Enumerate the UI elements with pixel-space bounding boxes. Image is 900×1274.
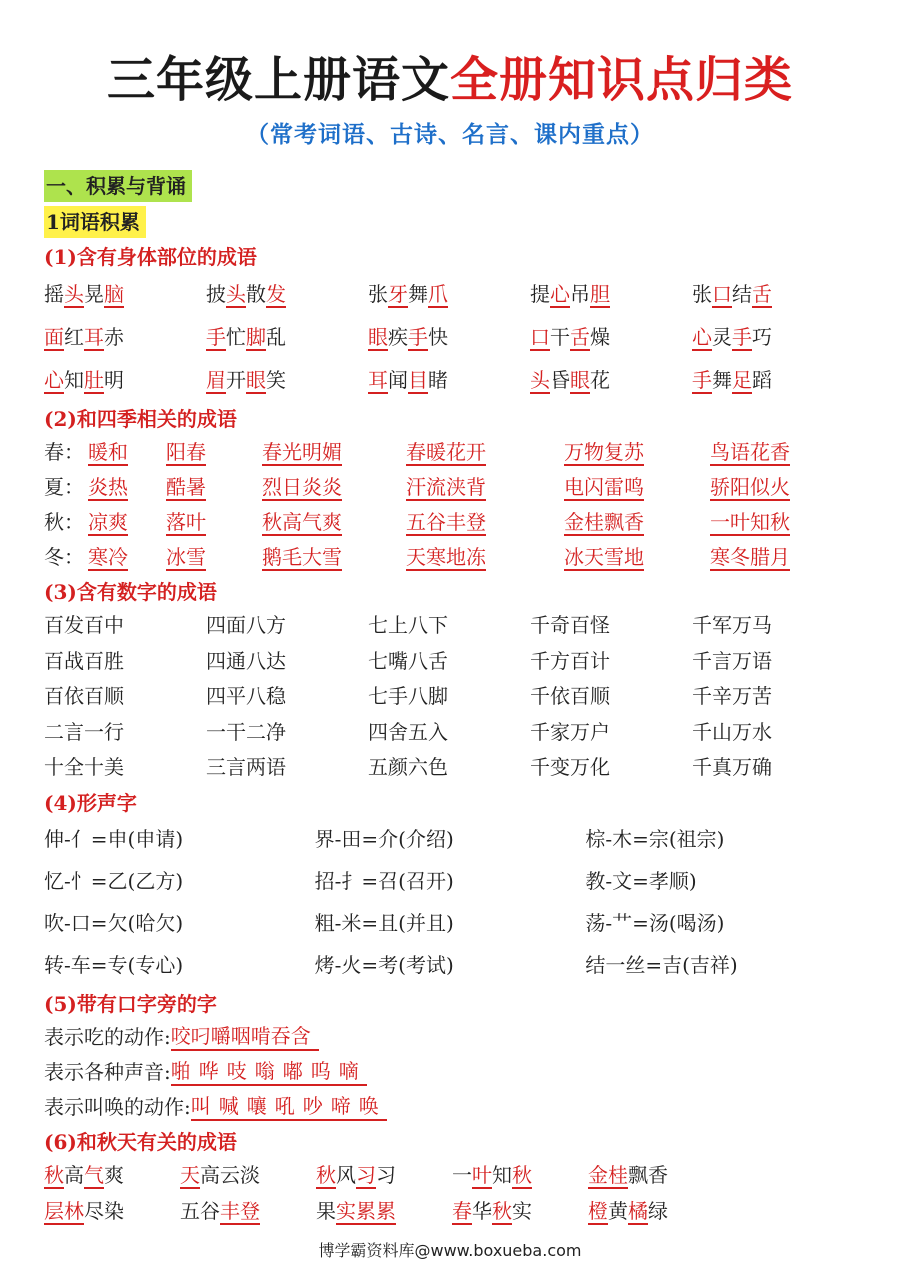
highlight-char: 胆	[590, 282, 610, 306]
phono-semantic-entry: 粗-米=且(并且)	[314, 911, 454, 935]
plain-char: 尽染	[84, 1199, 124, 1223]
highlight-char: 心	[692, 325, 712, 349]
highlight-char: 天	[180, 1163, 200, 1187]
plain-char: 爽	[104, 1163, 124, 1187]
plain-char: 忙	[226, 325, 246, 349]
highlight-char: 秋	[512, 1163, 532, 1187]
list-row	[44, 817, 856, 859]
radical-char: 吱	[226, 1058, 247, 1083]
autumn-idiom	[452, 1195, 588, 1224]
radical-label: 表示吃的动作:	[44, 1024, 171, 1049]
plain-char: 舞	[408, 282, 428, 306]
highlight-char: 牙	[388, 282, 408, 306]
highlight-char: 发	[266, 282, 286, 306]
highlight-char: 面	[44, 325, 64, 349]
plain-char: 吊	[570, 282, 590, 306]
plain-char: 果	[316, 1199, 336, 1223]
highlight-char: 金桂	[588, 1163, 628, 1187]
radical-char: 啼	[330, 1093, 351, 1118]
season-idiom: 烈日炎炎	[262, 475, 342, 499]
season-idiom: 炎热	[88, 475, 128, 499]
plain-char: 疾	[388, 325, 408, 349]
season-row	[44, 538, 856, 573]
plain-char: 知	[492, 1163, 512, 1187]
highlight-char: 气	[84, 1163, 104, 1187]
season-idiom: 冰雪	[166, 545, 206, 569]
number-idiom: 千家万户	[530, 719, 610, 744]
season-idiom-cell	[262, 541, 406, 570]
radical-char: 喊	[218, 1093, 239, 1118]
season-row	[44, 468, 856, 503]
plain-char: 闻	[388, 368, 408, 392]
body-part-idiom	[530, 321, 692, 350]
highlight-char: 脑	[104, 282, 124, 306]
list-row	[44, 642, 856, 678]
season-idiom: 汗流浃背	[406, 475, 486, 499]
highlight-char: 舌	[570, 325, 590, 349]
radical-words	[171, 1055, 367, 1086]
season-label: 夏：	[44, 475, 84, 499]
radical-char: 嘟	[282, 1058, 303, 1083]
season-label: 冬：	[44, 545, 84, 569]
plain-char: 华	[472, 1199, 492, 1223]
season-row	[44, 433, 856, 468]
radical-char: 嗡	[254, 1058, 275, 1083]
plain-char: 干	[550, 325, 570, 349]
season-idiom: 天寒地冻	[406, 545, 486, 569]
season-idiom: 鸟语花香	[710, 440, 790, 464]
season-idiom: 酷暑	[166, 475, 206, 499]
number-idiom: 三言两语	[206, 755, 286, 780]
number-idiom: 千军万马	[692, 613, 772, 638]
season-idiom: 阳春	[166, 440, 206, 464]
number-idiom: 千变万化	[530, 755, 610, 780]
number-idiom: 四平八稳	[206, 684, 286, 709]
highlight-char: 秋	[44, 1163, 64, 1187]
body-part-idiom	[206, 364, 368, 393]
highlight-char: 肚	[84, 368, 104, 392]
highlight-char: 橘	[628, 1199, 648, 1223]
plain-char: 开	[226, 368, 246, 392]
plain-char: 快	[428, 325, 448, 349]
highlight-char: 叶	[472, 1163, 492, 1187]
body-part-idiom	[44, 321, 206, 350]
list-row	[44, 677, 856, 713]
plain-char: 舞	[712, 368, 732, 392]
season-idiom-cell	[166, 506, 262, 535]
subsection-heading: 1词语积累	[44, 206, 146, 238]
season-idiom-cell	[406, 506, 564, 535]
season-idiom-cell	[406, 471, 564, 500]
season-label: 春：	[44, 440, 84, 464]
plain-char: 花	[590, 368, 610, 392]
idiom-row	[44, 314, 856, 357]
season-idiom-cell	[564, 506, 710, 535]
number-idiom: 千山万水	[692, 719, 772, 744]
plain-char: 提	[530, 282, 550, 306]
season-idiom-cell	[88, 541, 166, 570]
autumn-idioms	[44, 1156, 856, 1228]
footer-watermark: 博学霸资料库@www.boxueba.com	[318, 1241, 582, 1260]
category-heading-body-parts: (1)含有身体部位的成语	[44, 245, 257, 269]
list-row	[44, 901, 856, 943]
highlight-char: 心	[550, 282, 570, 306]
season-idiom: 骄阳似火	[710, 475, 790, 499]
plain-char: 散	[246, 282, 266, 306]
plain-char: 昏	[550, 368, 570, 392]
radical-char: 哗	[198, 1058, 219, 1083]
radical-row	[44, 1088, 856, 1123]
number-idioms	[44, 606, 856, 784]
plain-char: 一	[452, 1163, 472, 1187]
page-title	[44, 0, 856, 110]
number-idiom: 二言一行	[44, 719, 124, 744]
season-idiom-cell	[710, 436, 790, 465]
highlight-char: 眼	[246, 368, 266, 392]
radical-label: 表示叫唤的动作:	[44, 1094, 191, 1119]
body-part-idiom	[44, 364, 206, 393]
idiom-row	[44, 271, 856, 314]
autumn-idiom	[588, 1159, 724, 1188]
number-idiom: 千真万确	[692, 755, 772, 780]
highlight-char: 口	[530, 325, 550, 349]
plain-char: 知	[64, 368, 84, 392]
plain-char: 风	[336, 1163, 356, 1187]
phono-semantic-entry: 荡-艹=汤(喝汤)	[585, 911, 725, 935]
category-heading-mouth-radical: (5)带有口字旁的字	[44, 991, 217, 1016]
season-idiom: 秋高气爽	[262, 510, 342, 534]
radical-words	[191, 1090, 387, 1121]
highlight-char: 耳	[368, 368, 388, 392]
number-idiom: 十全十美	[44, 755, 124, 780]
section-heading: 一、积累与背诵	[44, 170, 192, 202]
number-idiom: 四舍五入	[368, 719, 448, 744]
season-row	[44, 503, 856, 538]
season-idiom: 冰天雪地	[564, 545, 644, 569]
body-part-idiom	[206, 321, 368, 350]
plain-char: 睹	[428, 368, 448, 392]
highlight-char: 爪	[428, 282, 448, 306]
phono-semantic-entry: 烤-火=考(考试)	[314, 953, 454, 977]
autumn-idiom	[180, 1159, 316, 1188]
body-part-idiom	[692, 364, 854, 393]
season-idiom-cell	[88, 436, 166, 465]
highlight-char: 头	[530, 368, 550, 392]
plain-char: 高	[64, 1163, 84, 1187]
plain-char: 高云淡	[200, 1163, 260, 1187]
number-idiom: 百依百顺	[44, 684, 124, 709]
number-idiom: 七手八脚	[368, 684, 448, 709]
season-idiom-cell	[710, 506, 790, 535]
autumn-idiom	[316, 1195, 452, 1224]
season-idioms	[44, 433, 856, 573]
plain-char: 乱	[266, 325, 286, 349]
category-heading-autumn: (6)和秋天有关的成语	[44, 1129, 237, 1154]
highlight-char: 眼	[570, 368, 590, 392]
season-idiom-cell	[564, 471, 710, 500]
plain-char: 张	[368, 282, 388, 306]
season-label: 秋：	[44, 510, 84, 534]
list-row	[44, 859, 856, 901]
title-black: 三年级上册语文	[106, 52, 450, 108]
highlight-char: 头	[226, 282, 246, 306]
body-part-idiom	[368, 321, 530, 350]
season-idiom: 春暖花开	[406, 440, 486, 464]
season-idiom-cell	[564, 436, 710, 465]
category-heading-seasons: (2)和四季相关的成语	[44, 407, 237, 431]
season-idiom: 落叶	[166, 510, 206, 534]
idiom-row	[44, 1192, 856, 1228]
number-idiom: 千依百顺	[530, 684, 610, 709]
season-idiom-cell	[166, 541, 262, 570]
highlight-char: 足	[732, 368, 752, 392]
plain-char: 晃	[84, 282, 104, 306]
list-row	[44, 943, 856, 985]
season-idiom: 一叶知秋	[710, 510, 790, 534]
phono-semantic-entry: 吹-口=欠(哈欠)	[44, 911, 184, 935]
phono-semantic-characters	[44, 817, 856, 985]
radical-words	[171, 1020, 319, 1051]
list-row	[44, 713, 856, 749]
list-row	[44, 748, 856, 784]
season-idiom-cell	[88, 471, 166, 500]
phono-semantic-entry: 棕-木=宗(祖宗)	[585, 827, 725, 851]
plain-char: 披	[206, 282, 226, 306]
plain-char: 明	[104, 368, 124, 392]
highlight-char: 橙	[588, 1199, 608, 1223]
season-idiom: 鹅毛大雪	[262, 545, 342, 569]
season-idiom-cell	[564, 541, 710, 570]
idiom-row	[44, 1156, 856, 1192]
number-idiom: 千言万语	[692, 648, 772, 673]
category-heading-phono-semantic: (4)形声字	[44, 790, 137, 815]
list-row	[44, 606, 856, 642]
radical-char: 啪	[170, 1058, 191, 1083]
radical-char: 吵	[302, 1093, 323, 1118]
radical-row	[44, 1053, 856, 1088]
plain-char: 巧	[752, 325, 772, 349]
phono-semantic-entry: 教-文=孝顺)	[585, 869, 697, 893]
radical-char: 唤	[358, 1093, 379, 1118]
plain-char: 绿	[648, 1199, 668, 1223]
plain-char: 结	[732, 282, 752, 306]
season-idiom-cell	[166, 436, 262, 465]
plain-char: 赤	[104, 325, 124, 349]
phono-semantic-entry: 招-扌=召(召开)	[314, 869, 454, 893]
autumn-idiom	[588, 1195, 724, 1224]
number-idiom: 五颜六色	[368, 755, 448, 780]
plain-char: 蹈	[752, 368, 772, 392]
body-part-idiom	[368, 364, 530, 393]
mouth-radical-characters	[44, 1018, 856, 1123]
radical-char: 嚷	[246, 1093, 267, 1118]
season-idiom: 万物复苏	[564, 440, 644, 464]
body-part-idioms	[44, 271, 856, 400]
highlight-char: 秋	[316, 1163, 336, 1187]
phono-semantic-entry: 界-田=介(介绍)	[314, 827, 454, 851]
body-part-idiom	[206, 278, 368, 307]
highlight-char: 眉	[206, 368, 226, 392]
season-idiom-cell	[710, 541, 790, 570]
radical-char: 叫	[190, 1093, 211, 1118]
plain-char: 五谷	[180, 1199, 220, 1223]
title-red: 全册知识点归类	[450, 52, 794, 108]
plain-char: 灵	[712, 325, 732, 349]
number-idiom: 千方百计	[530, 648, 610, 673]
number-idiom: 四面八方	[206, 613, 286, 638]
body-part-idiom	[44, 278, 206, 307]
autumn-idiom	[452, 1159, 588, 1188]
highlight-char: 春	[452, 1199, 472, 1223]
plain-char: 习	[376, 1163, 396, 1187]
radical-char: 呜	[310, 1058, 331, 1083]
phono-semantic-entry: 结一丝=吉(吉祥)	[585, 953, 738, 977]
season-idiom-cell	[406, 436, 564, 465]
phono-semantic-entry: 转-车=专(专心)	[44, 953, 184, 977]
phono-semantic-entry: 伸-亻=申(申请)	[44, 827, 184, 851]
radical-char: 吼	[274, 1093, 295, 1118]
highlight-char: 习	[356, 1163, 376, 1187]
season-idiom: 暖和	[88, 440, 128, 464]
highlight-char: 实累累	[336, 1199, 396, 1223]
season-idiom: 春光明媚	[262, 440, 342, 464]
phono-semantic-entry: 忆-忄=乙(乙方)	[44, 869, 184, 893]
season-idiom: 寒冬腊月	[710, 545, 790, 569]
highlight-char: 耳	[84, 325, 104, 349]
season-idiom: 五谷丰登	[406, 510, 486, 534]
highlight-char: 口	[712, 282, 732, 306]
highlight-char: 手	[732, 325, 752, 349]
body-part-idiom	[530, 278, 692, 307]
season-idiom-cell	[710, 471, 790, 500]
radical-row	[44, 1018, 856, 1053]
highlight-char: 手	[206, 325, 226, 349]
season-idiom: 电闪雷鸣	[564, 475, 644, 499]
number-idiom: 一干二净	[206, 719, 286, 744]
highlight-char: 秋	[492, 1199, 512, 1223]
highlight-char: 目	[408, 368, 428, 392]
season-idiom-cell	[262, 506, 406, 535]
autumn-idiom	[44, 1159, 180, 1188]
highlight-char: 手	[692, 368, 712, 392]
season-idiom: 凉爽	[88, 510, 128, 534]
season-idiom-cell	[406, 541, 564, 570]
plain-char: 笑	[266, 368, 286, 392]
highlight-char: 脚	[246, 325, 266, 349]
season-idiom-cell	[166, 471, 262, 500]
number-idiom: 四通八达	[206, 648, 286, 673]
body-part-idiom	[692, 278, 854, 307]
number-idiom: 百发百中	[44, 613, 124, 638]
category-heading-numbers: (3)含有数字的成语	[44, 580, 217, 604]
highlight-char: 层林	[44, 1199, 84, 1223]
radical-char: 咬叼嚼咽啃吞含	[170, 1023, 311, 1048]
highlight-char: 头	[64, 282, 84, 306]
highlight-char: 眼	[368, 325, 388, 349]
autumn-idiom	[316, 1159, 452, 1188]
number-idiom: 千奇百怪	[530, 613, 610, 638]
number-idiom: 千辛万苦	[692, 684, 772, 709]
radical-char: 嘀	[338, 1058, 359, 1083]
highlight-char: 心	[44, 368, 64, 392]
body-part-idiom	[530, 364, 692, 393]
season-idiom: 寒冷	[88, 545, 128, 569]
number-idiom: 七嘴八舌	[368, 648, 448, 673]
season-idiom-cell	[262, 436, 406, 465]
season-idiom-cell	[88, 506, 166, 535]
page-subtitle: （常考词语、古诗、名言、课内重点）	[246, 121, 654, 148]
highlight-char: 丰登	[220, 1199, 260, 1223]
plain-char: 张	[692, 282, 712, 306]
radical-label: 表示各种声音:	[44, 1059, 171, 1084]
number-idiom: 百战百胜	[44, 648, 124, 673]
plain-char: 飘香	[628, 1163, 668, 1187]
plain-char: 实	[512, 1199, 532, 1223]
season-idiom-cell	[262, 471, 406, 500]
season-idiom: 金桂飘香	[564, 510, 644, 534]
autumn-idiom	[180, 1195, 316, 1224]
plain-char: 燥	[590, 325, 610, 349]
highlight-char: 手	[408, 325, 428, 349]
plain-char: 黄	[608, 1199, 628, 1223]
autumn-idiom	[44, 1195, 180, 1224]
idiom-row	[44, 357, 856, 400]
body-part-idiom	[368, 278, 530, 307]
body-part-idiom	[692, 321, 854, 350]
plain-char: 摇	[44, 282, 64, 306]
plain-char: 红	[64, 325, 84, 349]
highlight-char: 舌	[752, 282, 772, 306]
number-idiom: 七上八下	[368, 613, 448, 638]
